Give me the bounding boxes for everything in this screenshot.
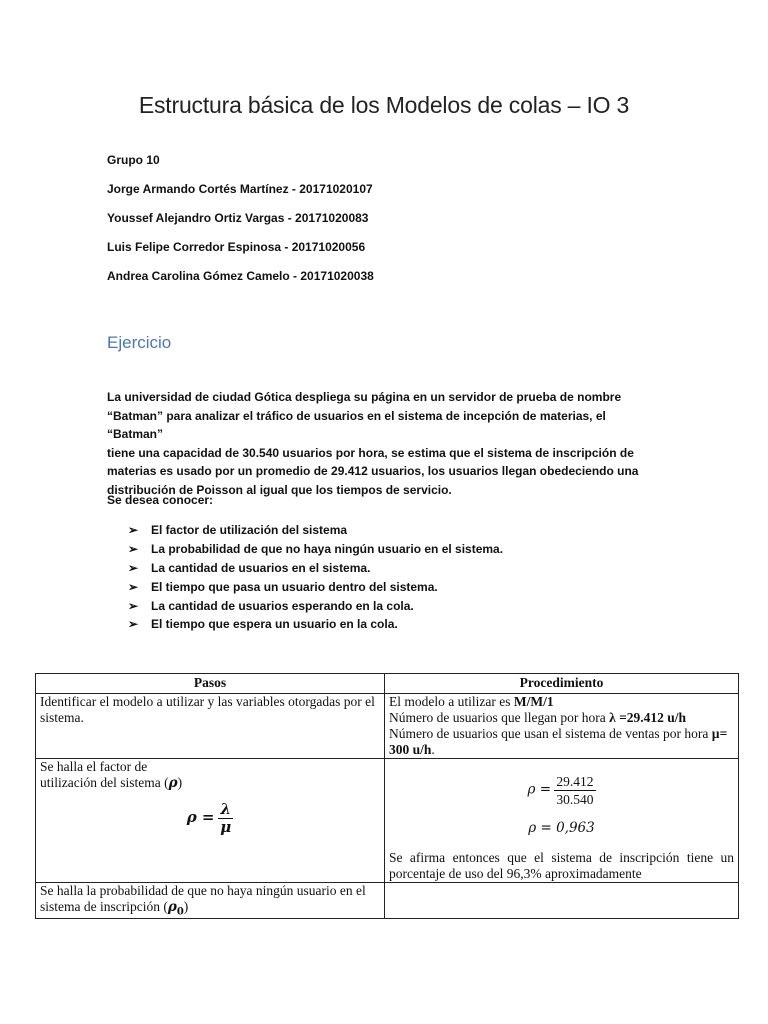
paragraph-line: materias es usado por un promedio de 29.412 usuarios, los usuarios llegan obedeciendo una <box>107 464 639 479</box>
arrow-bullet-icon: ➢ <box>128 598 139 613</box>
arrow-bullet-icon: ➢ <box>128 579 139 594</box>
arrival-rate: λ =29.412 u/h <box>609 710 687 725</box>
conclusion-text: Se afirma entonces que el sistema de inscripción tiene un porcentaje de uso del 96,3% aproximadamente <box>389 850 734 881</box>
table-row <box>36 694 739 759</box>
list-item: ➢ La cantidad de usuarios en el sistema. <box>128 560 371 575</box>
arrow-bullet-icon: ➢ <box>128 617 139 632</box>
paragraph-line: “Batman” para analizar el tráfico de usuarios en el sistema de incepción de materias, el “Batman” <box>107 408 606 442</box>
arrow-bullet-icon: ➢ <box>128 560 139 575</box>
member-1: Jorge Armando Cortés Martínez - 20171020107 <box>107 182 373 196</box>
header-steps: Pasos <box>36 674 385 694</box>
arrow-bullet-icon: ➢ <box>128 542 139 557</box>
procedure-cell-empty <box>385 883 739 919</box>
list-item: ➢ El factor de utilización del sistema <box>128 523 348 538</box>
list-item: ➢ La cantidad de usuarios esperando en la cola. <box>128 598 414 613</box>
table-header-row <box>36 674 739 694</box>
section-heading: Ejercicio <box>107 333 172 352</box>
service-rate: µ= 300 u/h <box>389 726 728 757</box>
rho-zero-symbol: $\rho_0$ <box>167 899 184 918</box>
paragraph-line: tiene una capacidad de 30.540 usuarios por hora, se estima que el sistema de inscripción de <box>107 445 634 460</box>
paragraph-line: distribución de Poisson al igual que los tiempos de servicio. <box>107 482 452 497</box>
procedure-cell: El modelo a utilizar es M/M/1 Número de usuarios que llegan por hora λ =29.412 u/h Número de usuarios que usan el sistema de ventas por hora µ= 300 u/h. <box>385 694 739 759</box>
group-name: Grupo 10 <box>107 153 160 167</box>
member-3: Luis Felipe Corredor Espinosa - 20171020056 <box>107 240 366 254</box>
header-procedure: Procedimiento <box>385 674 739 694</box>
step-cell: Se halla la probabilidad de que no haya ningún usuario en el sistema de inscripción $(\rho_0)$ <box>36 883 385 919</box>
intro-text: Se desea conocer: <box>107 493 214 507</box>
utilization-formula: ρ = $\frac{\lambda}{\mu}$ <box>186 800 232 836</box>
step-cell: Identificar el modelo a utilizar y las variables otorgadas por el sistema. <box>36 694 385 759</box>
list-item: ➢ La probabilidad de que no haya ningún usuario en el sistema. <box>128 542 504 557</box>
arrow-bullet-icon: ➢ <box>128 523 139 538</box>
utilization-calc: ρ = $\frac{29.412}{30.540}$ <box>527 774 594 807</box>
paragraph-line: La universidad de ciudad Gótica despliega su página en un servidor de prueba de nombre <box>107 390 622 404</box>
table-row <box>36 883 739 919</box>
member-2: Youssef Alejandro Ortiz Vargas - 20171020083 <box>107 211 369 225</box>
steps-table <box>35 673 739 919</box>
objectives-list <box>128 521 503 634</box>
model-value: M/M/1 <box>513 694 554 709</box>
exercise-paragraph <box>107 388 647 500</box>
document-title: Estructura básica de los Modelos de colas – IO 3 <box>138 92 630 118</box>
list-item: ➢ El tiempo que espera un usuario en la cola. <box>128 617 398 632</box>
list-item: ➢ El tiempo que pasa un usuario dentro del sistema. <box>128 579 438 594</box>
utilization-result: ρ = 0,963 <box>528 820 595 836</box>
step-cell: Se halla el factor de utilización del sistema (ρ) ρ = $\frac{\lambda}{\mu}$ <box>36 759 385 883</box>
table-row <box>36 759 739 883</box>
procedure-cell <box>385 759 739 883</box>
member-4: Andrea Carolina Gómez Camelo - 20171020038 <box>107 269 374 283</box>
rho-symbol: ρ <box>168 775 178 791</box>
